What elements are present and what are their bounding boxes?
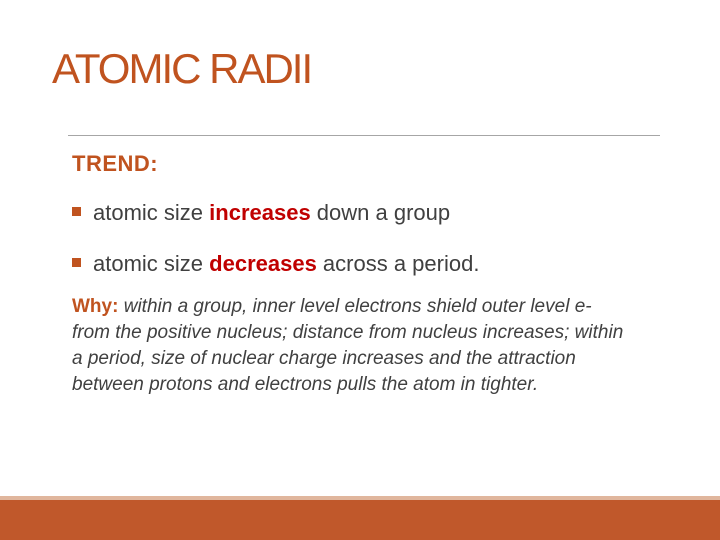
bullet-text-before: atomic size: [93, 251, 210, 276]
square-bullet-icon: [72, 258, 81, 267]
why-text: within a group, inner level electrons shield outer level e- from the positive nucleus; distance from nucleus increases; within a period, size of nuclear charge increases and the attraction between protons and electrons pulls the atom in tighter.: [72, 296, 624, 395]
why-label: Why:: [72, 296, 119, 317]
bullet-text-before: atomic size: [93, 200, 210, 225]
footer-bar: [0, 500, 720, 540]
bullet-emphasis: increases: [209, 200, 311, 225]
bullet-decreases: [72, 253, 479, 275]
why-explanation: [72, 294, 632, 398]
trend-heading: TREND:: [72, 151, 159, 176]
slide-title: ATOMIC RADII: [52, 45, 312, 92]
title-divider: [68, 135, 660, 136]
bullet-increases: [72, 202, 450, 224]
bullet-text-after: across a period.: [316, 251, 480, 276]
square-bullet-icon: [72, 207, 81, 216]
bullet-emphasis: decreases: [209, 251, 317, 276]
bullet-text-after: down a group: [310, 200, 451, 225]
